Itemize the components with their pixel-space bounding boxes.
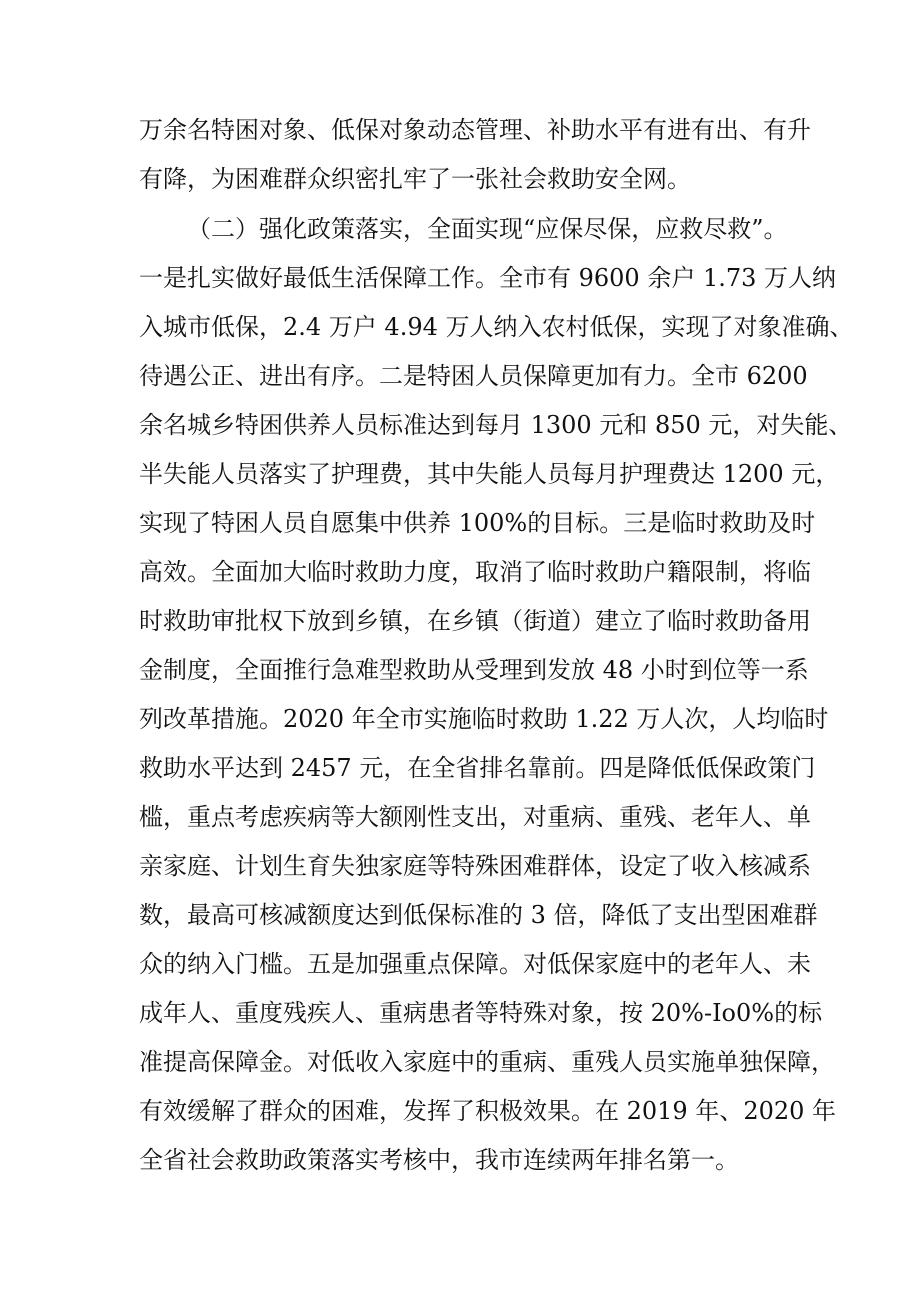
paragraph-line: 时救助审批权下放到乡镇，在乡镇（街道）建立了临时救助备用 xyxy=(139,607,811,635)
paragraph-line: 余名城乡特困供养人员标准达到每月 1300 元和 850 元，对失能、 xyxy=(139,411,853,439)
paragraph-line: 待遇公正、进出有序。二是特困人员保障更加有力。全市 6200 xyxy=(139,362,808,390)
paragraph-line: 有效缓解了群众的困难，发挥了积极效果。在 2019 年、2020 年 xyxy=(139,1097,837,1125)
paragraph-line: 万余名特困对象、低保对象动态管理、补助水平有进有出、有升 xyxy=(139,116,811,144)
paragraph-line: 金制度，全面推行急难型救助从受理到发放 48 小时到位等一系 xyxy=(139,656,809,684)
paragraph-line: 实现了特困人员自愿集中供养 100%的目标。三是临时救助及时 xyxy=(139,509,816,537)
paragraph-line: 准提高保障金。对低收入家庭中的重病、重残人员实施单独保障， xyxy=(139,1048,835,1076)
paragraph-line: 列改革措施。2020 年全市实施临时救助 1.22 万人次，人均临时 xyxy=(139,705,829,733)
paragraph-line: 救助水平达到 2457 元，在全省排名靠前。四是降低低保政策门 xyxy=(139,754,816,782)
paragraph-line: 一是扎实做好最低生活保障工作。全市有 9600 余户 1.73 万人纳 xyxy=(139,264,837,292)
paragraph-line: 有降，为困难群众织密扎牢了一张社会救助安全网。 xyxy=(139,165,691,193)
paragraph-line: 全省社会救助政策落实考核中，我市连续两年排名第一。 xyxy=(139,1146,739,1174)
paragraph-line: 数，最高可核减额度达到低保标准的 3 倍，降低了支出型困难群 xyxy=(139,901,818,929)
paragraph-line: 高效。全面加大临时救助力度，取消了临时救助户籍限制，将临 xyxy=(139,558,811,586)
paragraph-line: 半失能人员落实了护理费，其中失能人员每月护理费达 1200 元， xyxy=(139,460,840,488)
paragraph-line: 槛，重点考虑疾病等大额刚性支出，对重病、重残、老年人、单 xyxy=(139,803,811,831)
paragraph-line: 成年人、重度残疾人、重病患者等特殊对象，按 20%-Io0%的标 xyxy=(139,999,823,1027)
paragraph-line: 入城市低保，2.4 万户 4.94 万人纳入农村低保，实现了对象准确、 xyxy=(139,313,854,341)
paragraph-line: 众的纳入门槛。五是加强重点保障。对低保家庭中的老年人、未 xyxy=(139,950,811,978)
section-heading-line: （二）强化政策落实，全面实现“应保尽保，应救尽救”。 xyxy=(187,215,788,243)
paragraph-line: 亲家庭、计划生育失独家庭等特殊困难群体，设定了收入核减系 xyxy=(139,852,811,880)
